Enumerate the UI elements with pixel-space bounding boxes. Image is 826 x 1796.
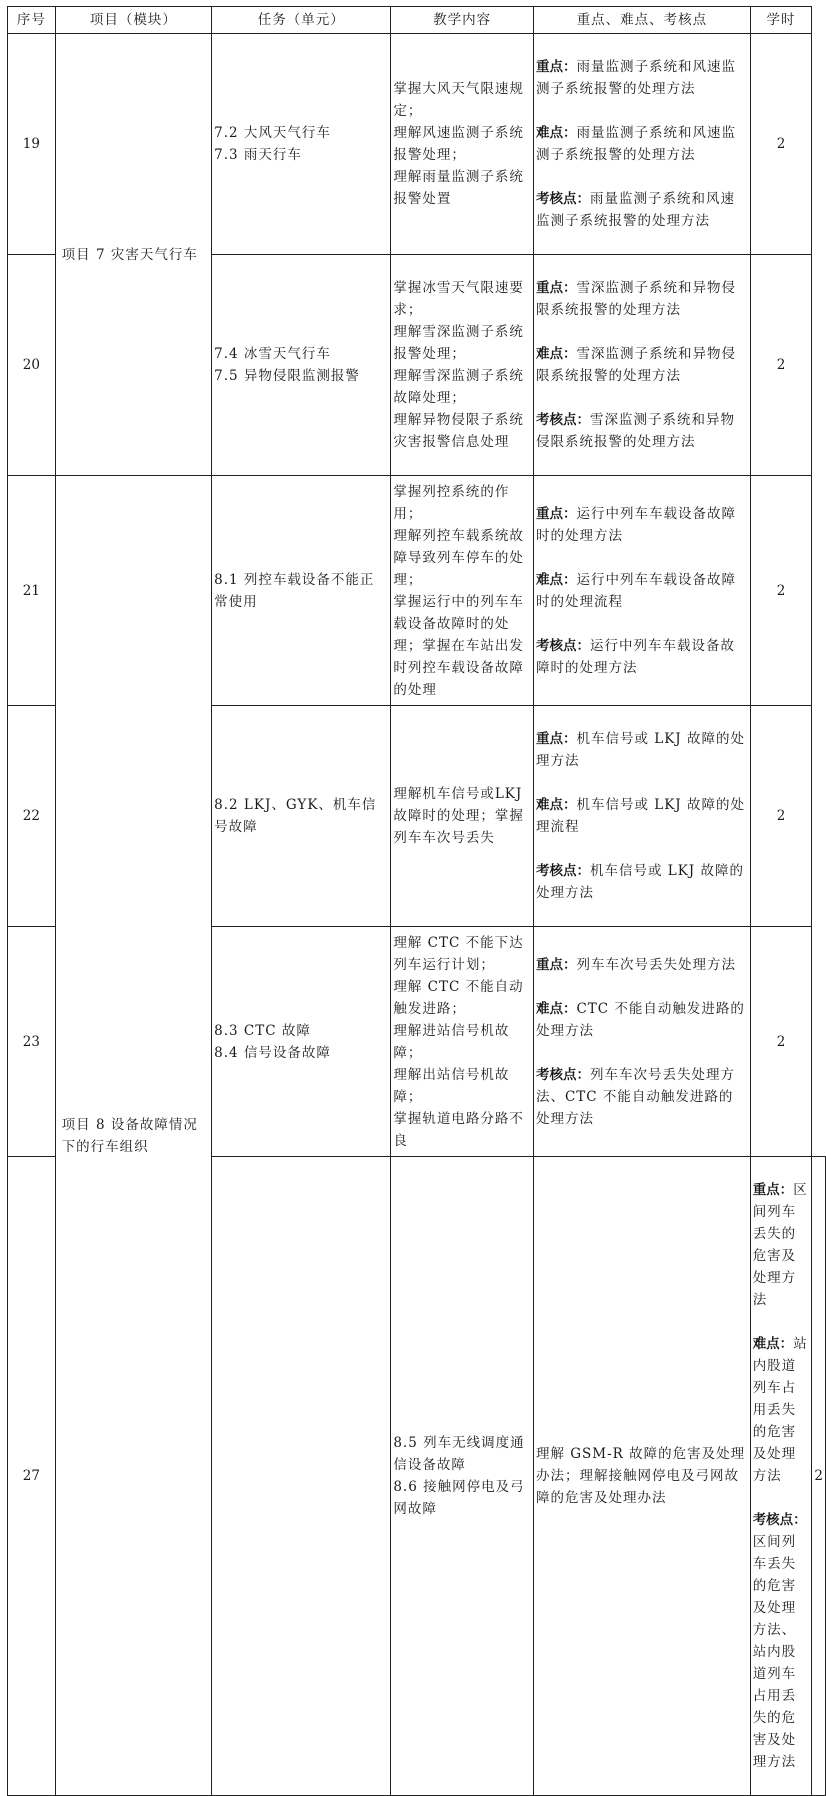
assess-text: 区间列车丢失的危害及处理方法、站内股道列车占用丢失的危害及处理方法 [752,1534,797,1770]
difficulty-label: 难点： [535,1000,577,1017]
assess-label: 考核点： [752,1512,807,1528]
focus-text: 列车车次号丢失处理方法 [576,956,736,973]
difficulty-line [753,1333,810,1487]
points-cell [533,706,750,927]
focus-text: 雨量监测子系统和风速监测子系统报警的处理方法 [535,59,736,97]
focus-text: 区间列车丢失的危害及处理方法 [752,1182,808,1308]
assess-text: 运行中列车车载设备故障时的处理方法 [535,637,735,676]
task-cell: 7.4 冰雪天气行车 7.5 异物侵限监测报警 [212,255,391,476]
content-cell: 理解 GSM-R 故障的危害及处理办法；理解接触网停电及弓网故障的危害及处理办法 [533,1157,750,1796]
header-project: 项目（模块） [55,7,211,34]
table-row [8,476,826,706]
assess-label: 考核点： [535,1066,590,1083]
seq-cell: 21 [8,476,56,706]
content-cell: 掌握列控系统的作用； 理解列控车载系统故障导致列车停车的处理； 掌握运行中的列车车载设备故障时的处理；掌握在车站出发时列控车载设备故障的处理 [391,476,534,706]
focus-line [536,728,748,772]
focus-text: 运行中列车车载设备故障时的处理方法 [535,505,736,544]
points-cell [750,1157,812,1796]
assess-line [536,1064,748,1130]
header-seq: 序号 [8,7,56,34]
task-cell: 8.1 列控车载设备不能正常使用 [212,476,391,706]
focus-line [536,277,748,321]
difficulty-label: 难点： [535,797,577,813]
points-cell [533,476,750,706]
focus-label: 重点： [535,505,577,522]
focus-label: 重点： [535,59,577,75]
hours-cell: 2 [812,1157,826,1796]
hours-cell: 2 [750,706,812,927]
difficulty-line [536,569,748,613]
assess-line [536,860,748,904]
content-cell: 掌握冰雪天气限速要求； 理解雪深监测子系统报警处理； 理解雪深监测子系统故障处理； 理解异物侵限子系统灾害报警信息处理 [391,255,534,476]
assess-label: 考核点： [535,412,590,428]
difficulty-line [536,122,748,166]
focus-label: 重点： [752,1182,794,1198]
focus-label: 重点： [535,280,577,296]
assess-text: 机车信号或 LKJ 故障的处理方法 [535,863,745,901]
difficulty-text: 雪深监测子系统和异物侵限系统报警的处理方法 [535,346,736,384]
focus-label: 重点： [535,731,577,747]
seq-cell: 19 [8,34,56,255]
assess-text: 雨量监测子系统和风速监测子系统报警的处理方法 [535,191,735,229]
assess-label: 考核点： [535,637,590,654]
header-hours: 学时 [750,7,812,34]
focus-line [536,503,748,547]
task-cell: 8.5 列车无线调度通信设备故障 8.6 接触网停电及弓网故障 [391,1157,534,1796]
difficulty-label: 难点： [535,571,577,588]
points-cell [533,34,750,255]
table-row [8,34,826,255]
task-cell: 7.2 大风天气行车 7.3 雨天行车 [212,34,391,255]
content-cell: 理解机车信号或LKJ 故障时的处理；掌握列车车次号丢失 [391,706,534,927]
seq-cell: 23 [8,927,56,1157]
focus-text: 雪深监测子系统和异物侵限系统报警的处理方法 [535,280,736,318]
difficulty-line [536,998,748,1042]
content-cell: 理解 CTC 不能下达列车运行计划； 理解 CTC 不能自动触发进路； 理解进站信号机故障； 理解出站信号机故障； 掌握轨道电路分路不良 [391,927,534,1157]
focus-label: 重点： [535,956,577,973]
assess-line [536,635,748,679]
course-schedule-table [7,6,826,1796]
project-cell-8: 项目 8 设备故障情况下的行车组织 [55,476,211,1796]
hours-cell: 2 [750,927,812,1157]
hours-cell: 2 [750,476,812,706]
hours-cell: 2 [750,34,812,255]
assess-text: 列车车次号丢失处理方法、CTC 不能自动触发进路的处理方法 [535,1066,735,1127]
assess-line [536,188,748,232]
header-content: 教学内容 [391,7,534,34]
assess-text: 雪深监测子系统和异物侵限系统报警的处理方法 [535,412,735,450]
task-cell: 8.2 LKJ、GYK、机车信号故障 [212,706,391,927]
header-points: 重点、难点、考核点 [533,7,750,34]
difficulty-label: 难点： [535,125,577,141]
difficulty-line [536,343,748,387]
difficulty-text: 运行中列车车载设备故障时的处理流程 [535,571,736,610]
seq-cell: 22 [8,706,56,927]
content-cell: 掌握大风天气限速规定； 理解风速监测子系统报警处理； 理解雨量监测子系统报警处置 [391,34,534,255]
assess-label: 考核点： [535,863,590,879]
difficulty-text: 雨量监测子系统和风速监测子系统报警的处理方法 [535,125,736,163]
focus-line [753,1179,810,1311]
hours-cell: 2 [750,255,812,476]
seq-cell: 20 [8,255,56,476]
task-cell: 8.3 CTC 故障 8.4 信号设备故障 [212,927,391,1157]
header-task: 任务（单元） [212,7,391,34]
difficulty-text: CTC 不能自动触发进路的处理方法 [535,1000,745,1039]
difficulty-text: 机车信号或 LKJ 故障的处理流程 [535,797,746,835]
difficulty-label: 难点： [752,1336,794,1352]
points-cell [533,927,750,1157]
difficulty-label: 难点： [535,346,577,362]
points-cell [533,255,750,476]
focus-text: 机车信号或 LKJ 故障的处理方法 [535,731,746,769]
difficulty-line [536,794,748,838]
difficulty-text: 站内股道列车占用丢失的危害及处理方法 [752,1336,808,1484]
header-row [8,7,826,34]
assess-label: 考核点： [535,191,590,207]
assess-line [536,409,748,453]
project-cell-7: 项目 7 灾害天气行车 [55,34,211,476]
seq-cell: 27 [8,1157,56,1796]
focus-line [536,954,748,976]
assess-line [753,1509,810,1773]
project-cell-empty [212,1157,391,1796]
focus-line [536,56,748,100]
